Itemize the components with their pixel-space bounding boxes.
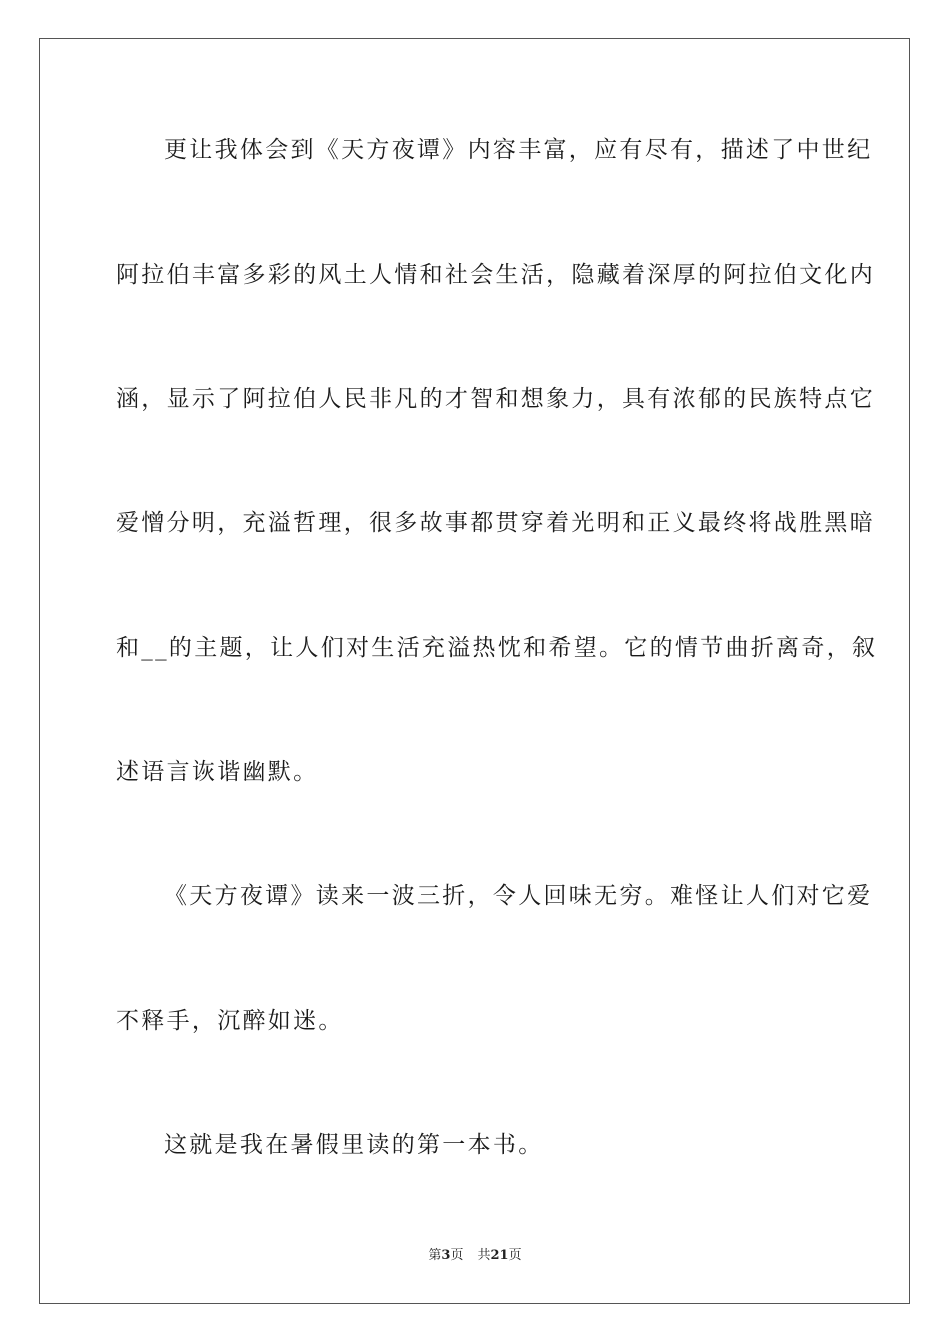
paragraph-line: 述语言诙谐幽默。 — [116, 759, 319, 785]
paragraph-line: 更让我体会到《天方夜谭》内容丰富，应有尽有，描述了中世纪 — [164, 137, 873, 163]
total-prefix: 共 — [477, 1248, 491, 1263]
page-suffix: 页 — [450, 1248, 464, 1263]
paragraph-line: 爱憎分明，充溢哲理，很多故事都贯穿着光明和正义最终将战胜黑暗 — [116, 510, 875, 536]
paragraph-line: 涵，显示了阿拉伯人民非凡的才智和想象力，具有浓郁的民族特点它 — [116, 386, 875, 412]
paragraph-line: 阿拉伯丰富多彩的风土人情和社会生活，隐藏着深厚的阿拉伯文化内 — [116, 262, 875, 288]
paragraph-line: 这就是我在暑假里读的第一本书。 — [164, 1132, 544, 1158]
page-prefix: 第 — [428, 1248, 442, 1263]
page-border — [39, 38, 910, 1304]
paragraph-line: 和__的主题，让人们对生活充溢热忱和希望。它的情节曲折离奇，叙 — [116, 635, 878, 661]
page-number: 3 — [441, 1248, 451, 1263]
paragraph-line: 不释手，沉醉如迷。 — [116, 1008, 344, 1034]
page-footer — [0, 1247, 950, 1265]
total-pages: 21 — [490, 1248, 509, 1263]
paragraph-line: 《天方夜谭》读来一波三折，令人回味无穷。难怪让人们对它爱 — [164, 883, 873, 909]
total-suffix: 页 — [508, 1248, 522, 1263]
